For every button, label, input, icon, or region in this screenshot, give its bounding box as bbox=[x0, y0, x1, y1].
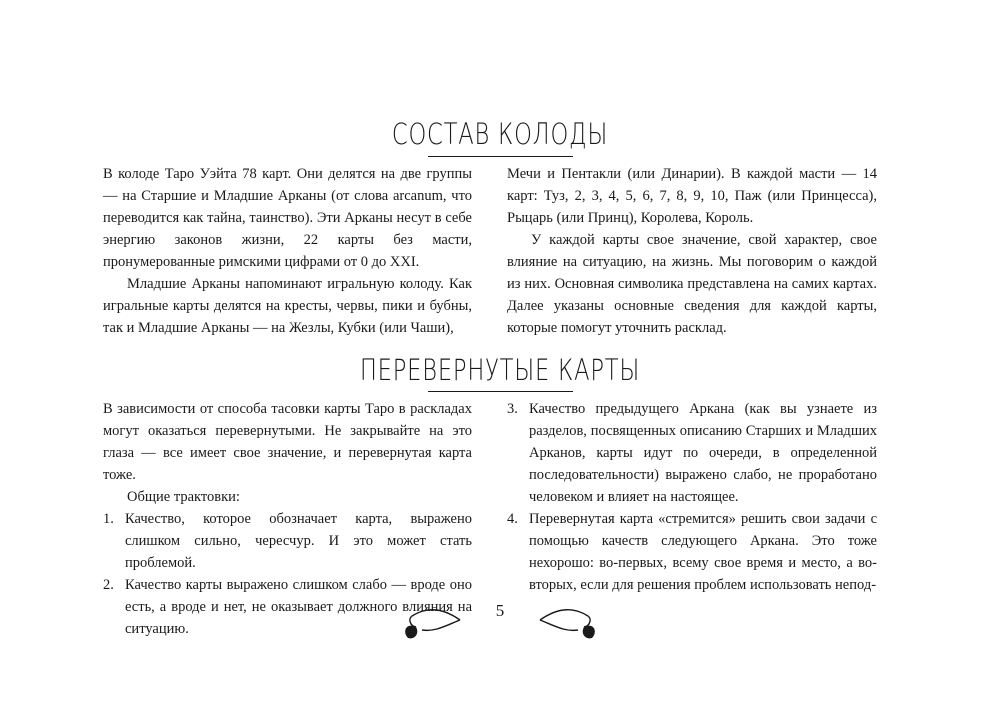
deck-right-column bbox=[507, 163, 877, 339]
section-title-reversed: ПЕРЕВЕРНУТЫЕ КАРТЫ bbox=[359, 353, 641, 387]
title-underline bbox=[428, 156, 573, 157]
deck-left-column bbox=[103, 163, 472, 339]
paragraph: В зависимости от способа тасовки карты Таро в раскладах могут оказаться перевернутыми. Не закрывайте на это глаза — все имеет свое значение, и перевернутая карта тоже. bbox=[103, 401, 472, 483]
list-text: Качество карты выражено слишком слабо — вроде оно есть, а вроде и нет, не оказывает должного влияния на ситуацию. bbox=[125, 577, 472, 637]
title-underline bbox=[428, 391, 573, 392]
section-title-deck: СОСТАВ КОЛОДЫ bbox=[391, 117, 609, 151]
list-text: Перевернутая карта «стремится» решить свои задачи с помощью качеств следующего Аркана. Это тоже нехорошо: во-первых, всему свое время и место, а во-вторых, если для решения проблем использовать непод- bbox=[529, 511, 877, 593]
list-number: 1. bbox=[103, 511, 114, 527]
paragraph: Младшие Арканы напоминают игральную колоду. Как игральные карты делятся на кресты, червы, пики и бубны, так и Младшие Арканы — на Жезлы, Кубки (или Чаши), bbox=[103, 276, 472, 336]
list-item bbox=[507, 508, 877, 596]
paragraph: Мечи и Пентакли (или Динарии). В каждой масти — 14 карт: Туз, 2, 3, 4, 5, 6, 7, 8, 9, 10, Паж (или Принцесса), Рыцарь (или Принц), Королева, Король. bbox=[507, 166, 877, 226]
list-number: 4. bbox=[507, 511, 518, 527]
paragraph: У каждой карты свое значение, свой характер, свое влияние на ситуацию, на жизнь. Мы поговорим о каждой из них. Основная символика представлена на самих картах. Далее указаны основные сведения для каждой карты, которые помогут уточнить расклад. bbox=[507, 232, 877, 336]
list-item bbox=[103, 508, 472, 574]
page-number: 5 bbox=[495, 601, 505, 620]
list-text: Качество предыдущего Аркана (как вы узнаете из разделов, посвященных описанию Старших и Младших Арканов, карты идут по очереди, в определенной последовательности) выражено слабо, не проработано человеком и влияет на настоящее. bbox=[529, 401, 877, 505]
list-number: 2. bbox=[103, 577, 114, 593]
list-number: 3. bbox=[507, 401, 518, 417]
subheading: Общие трактовки: bbox=[127, 489, 240, 505]
list-text: Качество, которое обозначает карта, выражено слишком сильно, чересчур. И это может стать проблемой. bbox=[125, 511, 472, 571]
list-item bbox=[507, 398, 877, 508]
reversed-right-column bbox=[507, 398, 877, 596]
paragraph: В колоде Таро Уэйта 78 карт. Они делятся на две группы — на Старшие и Младшие Арканы (от слова arcanum, что переводится как тайна, таинство). Эти Арканы несут в себе энергию законов жизни, 22 карты без масти, пронумерованные римскими цифрами от 0 до XXI. bbox=[103, 166, 472, 270]
